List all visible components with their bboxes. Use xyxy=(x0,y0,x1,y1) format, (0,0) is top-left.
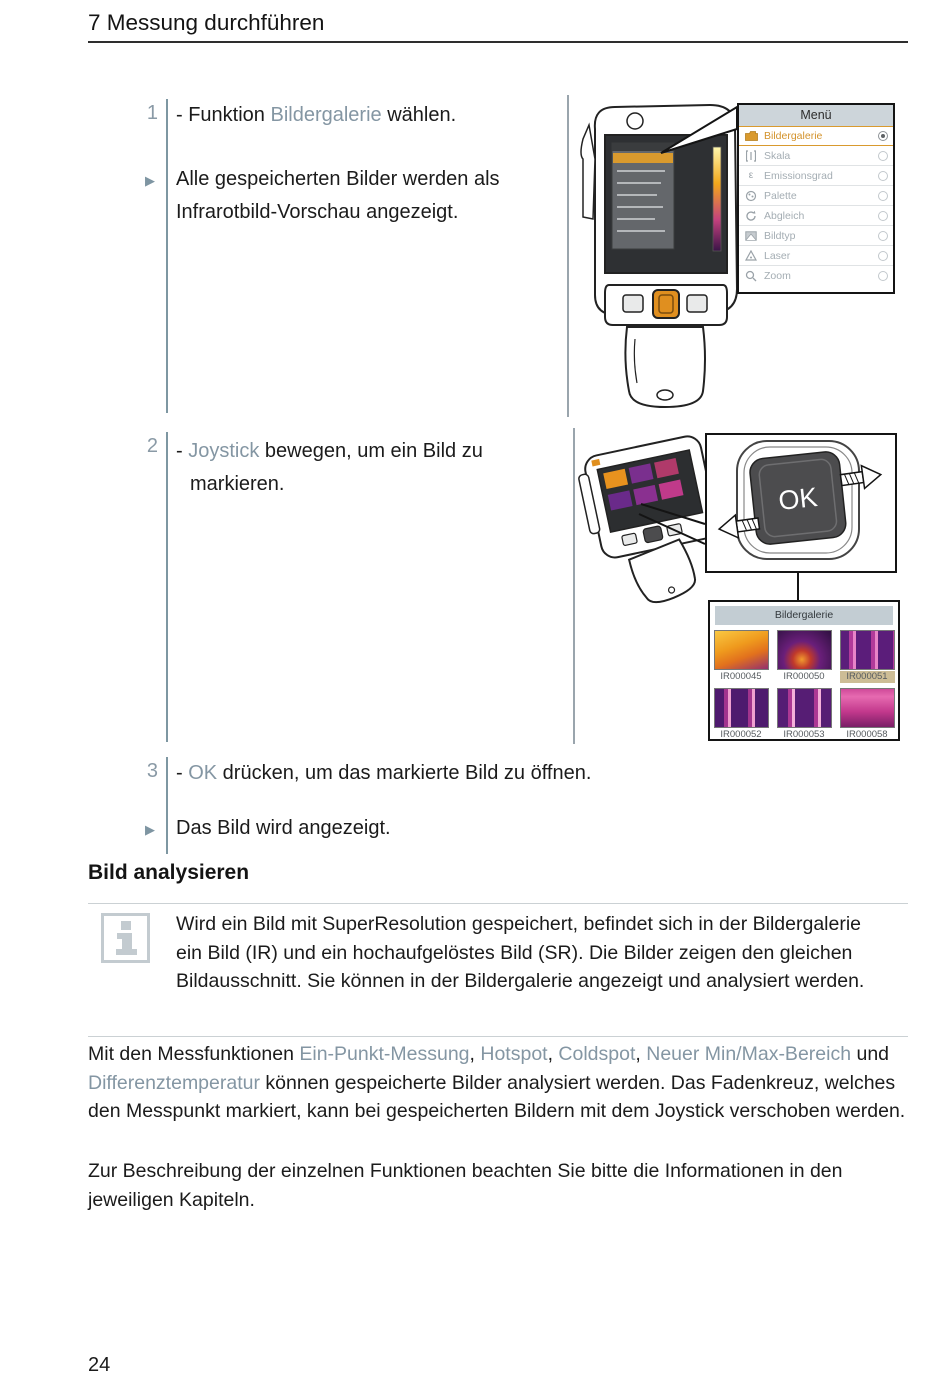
term-ein-punkt-messung: Ein-Punkt-Messung xyxy=(299,1043,470,1065)
figure-camera-menu xyxy=(567,95,900,417)
radio-icon xyxy=(878,171,888,181)
reference-paragraph: Zur Beschreibung der einzelnen Funktionen beachten Sie bitte die Informationen in den jeweiligen Kapiteln. xyxy=(88,1160,843,1211)
radio-icon xyxy=(878,231,888,241)
step-3-result: Das Bild wird angezeigt. xyxy=(176,817,391,839)
figure-ok-gallery xyxy=(573,428,900,744)
gallery-thumbnail-selected[interactable]: IR000051 xyxy=(840,630,895,683)
step-1-instruction: - Funktion Bildergalerie wählen. xyxy=(176,104,457,126)
step-3-number: 3 xyxy=(146,760,158,782)
term-joystick: Joystick xyxy=(188,440,260,462)
menu-item-zoom[interactable]: Zoom xyxy=(739,266,893,286)
chapter-heading: 7 Messung durchführen xyxy=(88,10,325,35)
thumbnail-grid xyxy=(715,630,893,741)
info-rule-top xyxy=(88,903,908,904)
image-gallery-panel xyxy=(708,600,900,741)
term-differenztemperatur: Differenztemperatur xyxy=(88,1071,260,1094)
thermal-image-preview xyxy=(777,688,832,728)
thermal-image-preview xyxy=(840,688,895,728)
menu-item-bildergalerie[interactable]: Bildergalerie xyxy=(739,126,893,146)
step-1-result: Alle gespeicherten Bilder werden als Infrarotbild-Vorschau angezeigt. xyxy=(176,168,500,223)
info-rule-bottom xyxy=(88,1036,908,1037)
gallery-folder-icon xyxy=(744,130,758,142)
menu-item-laser[interactable]: Laser xyxy=(739,246,893,266)
gallery-thumbnail[interactable]: IR000058 xyxy=(840,688,895,741)
menu-item-skala[interactable]: Skala xyxy=(739,146,893,166)
thermal-image-preview xyxy=(777,630,832,670)
gallery-thumbnail[interactable]: IR000045 xyxy=(714,630,769,683)
image-type-icon xyxy=(744,230,758,242)
thermal-image-preview xyxy=(714,630,769,670)
menu-title: Menü xyxy=(739,105,893,126)
term-min-max-bereich: Neuer Min/Max-Bereich xyxy=(646,1043,852,1065)
thermal-image-preview xyxy=(840,630,895,670)
step-3-divider xyxy=(166,757,168,854)
step-2-number: 2 xyxy=(146,435,158,457)
radio-icon xyxy=(878,151,888,161)
info-note-text: Wird ein Bild mit SuperResolution gespeichert, befindet sich in der Bildergalerie ein Bild (IR) und ein hochaufgelöstes Bild (SR). Die Bilder zeigen den gleichen Bildausschnitt. Sie können in der Bildergalerie angezeigt und analysiert werden. xyxy=(176,913,865,992)
header-rule xyxy=(88,41,908,43)
device-menu xyxy=(737,103,895,294)
gallery-thumbnail[interactable]: IR000052 xyxy=(714,688,769,741)
laser-warning-icon xyxy=(744,250,758,262)
calibration-refresh-icon xyxy=(744,210,758,222)
section-heading: Bild analysieren xyxy=(88,861,250,884)
radio-icon xyxy=(878,191,888,201)
radio-icon xyxy=(878,211,888,221)
gallery-thumbnail[interactable]: IR000053 xyxy=(777,688,832,741)
info-icon xyxy=(101,913,150,963)
result-arrow-icon: ▶ xyxy=(145,822,155,837)
menu-item-bildtyp[interactable]: Bildtyp xyxy=(739,226,893,246)
menu-item-abgleich[interactable]: Abgleich xyxy=(739,206,893,226)
term-hotspot: Hotspot xyxy=(480,1043,548,1065)
step-1-divider xyxy=(166,99,168,413)
step-2-divider xyxy=(166,432,168,742)
gallery-thumbnail[interactable]: IR000050 xyxy=(777,630,832,683)
radio-selected-icon xyxy=(878,131,888,141)
result-arrow-icon: ▶ xyxy=(145,173,155,188)
figure-connector-line xyxy=(797,573,799,600)
step-2-instruction: - Joystick bewegen, um ein Bild zu markieren. xyxy=(176,440,483,495)
page-number: 24 xyxy=(88,1354,111,1376)
term-ok: OK xyxy=(188,762,218,784)
menu-item-palette[interactable]: Palette xyxy=(739,186,893,206)
ok-joystick-figure xyxy=(705,433,897,573)
term-bildergalerie: Bildergalerie xyxy=(270,104,382,126)
ok-button-label: OK xyxy=(777,482,819,516)
scale-icon xyxy=(744,150,758,162)
palette-icon xyxy=(744,190,758,202)
magnifier-icon xyxy=(744,270,758,282)
menu-item-emissionsgrad[interactable]: ε Emissionsgrad xyxy=(739,166,893,186)
step-1-number: 1 xyxy=(146,102,158,124)
emissivity-icon: ε xyxy=(748,170,754,181)
gallery-title: Bildergalerie xyxy=(715,606,893,625)
step-3-instruction: - OK drücken, um das markierte Bild zu öffnen. xyxy=(176,762,592,784)
term-coldspot: Coldspot xyxy=(558,1043,636,1065)
analysis-paragraph: Mit den Messfunktionen Ein-Punkt-Messung, Hotspot, Coldspot, Neuer Min/Max-Bereich und Differenztemperatur können gespeicherte Bilder analysiert werden. Das Fadenkreuz, welches den Messpunkt markiert, kann bei gespeicherten Bildern mit dem Joystick verschoben werden. xyxy=(88,1043,906,1122)
radio-icon xyxy=(878,271,888,281)
thermal-image-preview xyxy=(714,688,769,728)
radio-icon xyxy=(878,251,888,261)
